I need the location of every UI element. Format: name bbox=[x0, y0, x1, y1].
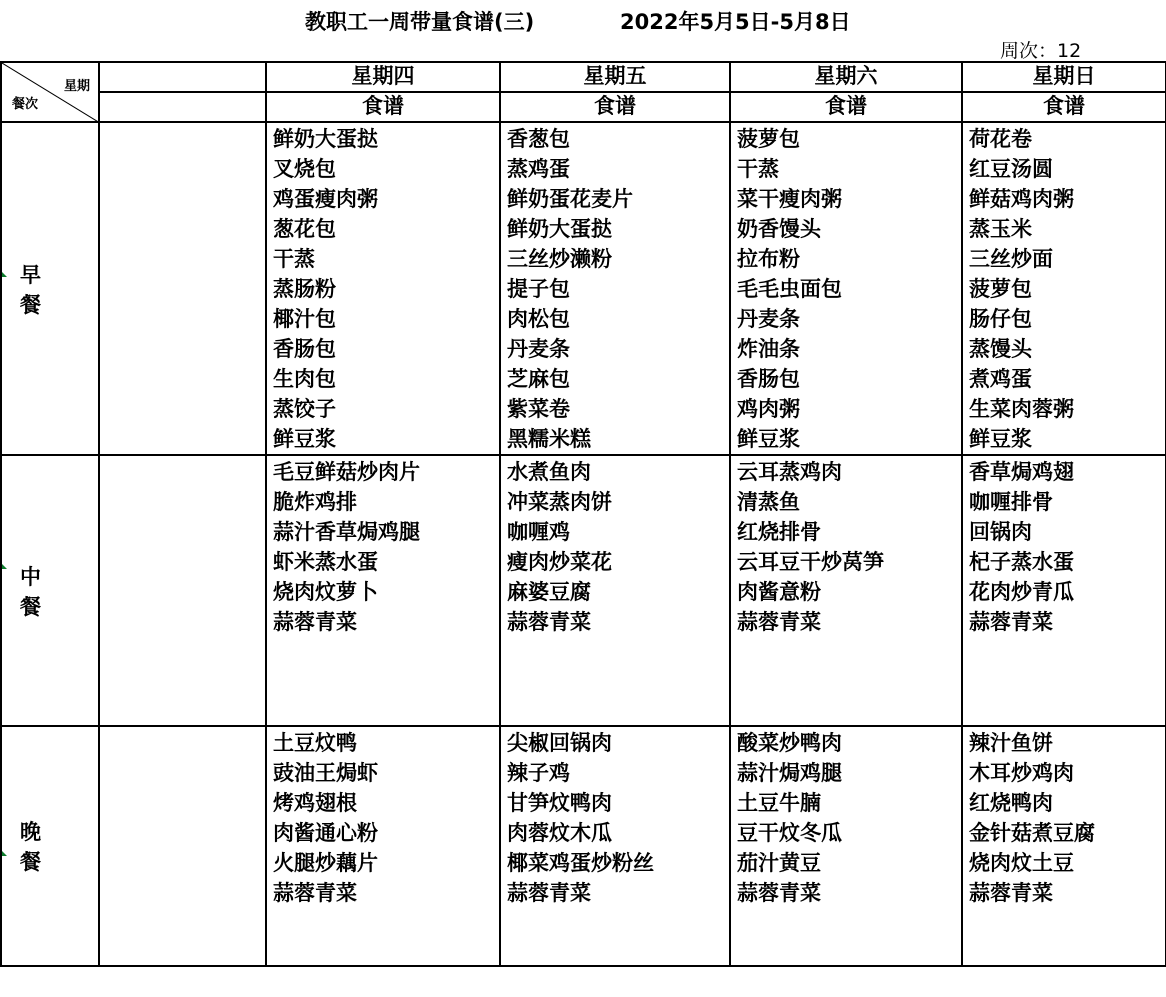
dish-item: 三丝炒面 bbox=[969, 247, 1053, 271]
meal-label-text: 早 餐 bbox=[20, 262, 55, 317]
dish-item: 肉蓉炆木瓜 bbox=[507, 821, 612, 845]
dish-item: 蒜蓉青菜 bbox=[737, 881, 821, 905]
dish-item: 烧肉炆土豆 bbox=[969, 851, 1074, 875]
dish-item: 水煮鱼肉 bbox=[507, 460, 591, 484]
dish-item: 肉酱通心粉 bbox=[273, 821, 378, 845]
dish-item: 鸡肉粥 bbox=[737, 397, 800, 421]
dish-list bbox=[500, 726, 730, 966]
dish-list bbox=[962, 455, 1166, 726]
dish-item: 菠萝包 bbox=[737, 127, 800, 151]
cell-comment-marker bbox=[2, 851, 7, 856]
dish-item: 香葱包 bbox=[507, 127, 570, 151]
dish-item: 鸡蛋瘦肉粥 bbox=[273, 187, 378, 211]
dish-item: 鲜奶大蛋挞 bbox=[273, 127, 378, 151]
dish-item: 尖椒回锅肉 bbox=[507, 731, 612, 755]
meal-rows bbox=[1, 122, 1166, 966]
dish-item: 蒜蓉青菜 bbox=[737, 610, 821, 634]
dish-item: 豉油王焗虾 bbox=[273, 761, 378, 785]
dish-item: 木耳炒鸡肉 bbox=[969, 761, 1074, 785]
dish-item: 炸油条 bbox=[737, 337, 800, 361]
dish-item: 红豆汤圆 bbox=[969, 157, 1053, 181]
meal-label-text: 中 餐 bbox=[20, 564, 55, 619]
dish-item: 干蒸 bbox=[273, 247, 315, 271]
dish-item: 酸菜炒鸭肉 bbox=[737, 731, 842, 755]
dish-item: 瘦肉炒菜花 bbox=[507, 550, 612, 574]
dish-item: 丹麦条 bbox=[737, 307, 800, 331]
dish-list bbox=[500, 455, 730, 726]
dish-item: 干蒸 bbox=[737, 157, 779, 181]
recipe-subheader: 食谱 bbox=[962, 92, 1166, 122]
dish-list bbox=[962, 726, 1166, 966]
recipe-subheader: 食谱 bbox=[266, 92, 500, 122]
dish-item: 蒜蓉青菜 bbox=[969, 881, 1053, 905]
meal-label bbox=[1, 455, 99, 726]
day-header: 星期六 bbox=[730, 62, 962, 92]
meal-label bbox=[1, 122, 99, 455]
dish-item: 鲜奶大蛋挞 bbox=[507, 217, 612, 241]
dish-item: 毛豆鲜菇炒肉片 bbox=[273, 460, 420, 484]
dish-item: 香草焗鸡翅 bbox=[969, 460, 1074, 484]
dish-item: 鲜豆浆 bbox=[273, 427, 336, 451]
cell-comment-marker bbox=[2, 564, 7, 569]
dish-item: 咖喱鸡 bbox=[507, 520, 570, 544]
dish-item: 蒸鸡蛋 bbox=[507, 157, 570, 181]
dish-item: 烤鸡翅根 bbox=[273, 791, 357, 815]
blank-cell bbox=[99, 122, 266, 455]
dish-item: 蒜蓉青菜 bbox=[273, 610, 357, 634]
dish-item: 鲜豆浆 bbox=[969, 427, 1032, 451]
dish-item: 蒸肠粉 bbox=[273, 277, 336, 301]
dish-item: 芝麻包 bbox=[507, 367, 570, 391]
dish-item: 奶香馒头 bbox=[737, 217, 821, 241]
dish-item: 蒜蓉青菜 bbox=[507, 881, 591, 905]
dish-list bbox=[962, 122, 1166, 455]
meal-label-text: 晚 餐 bbox=[20, 820, 55, 874]
dish-item: 肉酱意粉 bbox=[737, 580, 821, 604]
dish-item: 麻婆豆腐 bbox=[507, 580, 591, 604]
dish-item: 豆干炆冬瓜 bbox=[737, 821, 842, 845]
recipe-subheader: 食谱 bbox=[500, 92, 730, 122]
dish-item: 蒜蓉青菜 bbox=[969, 610, 1053, 634]
dish-list bbox=[730, 122, 962, 455]
dish-item: 蒜汁焗鸡腿 bbox=[737, 761, 842, 785]
corner-weekday-label: 星期 bbox=[63, 79, 90, 94]
corner-header bbox=[1, 62, 99, 122]
dish-list bbox=[266, 455, 500, 726]
dish-item: 茄汁黄豆 bbox=[737, 851, 821, 875]
dish-item: 生菜肉蓉粥 bbox=[969, 397, 1074, 421]
day-header: 星期四 bbox=[266, 62, 500, 92]
dish-item: 甘笋炆鸭肉 bbox=[507, 791, 612, 815]
dish-item: 葱花包 bbox=[273, 217, 336, 241]
breakfast-row bbox=[1, 122, 1166, 455]
blank-subheader bbox=[99, 92, 266, 122]
week-number: 周次：12 bbox=[1000, 40, 1082, 62]
dish-item: 脆炸鸡排 bbox=[273, 490, 357, 514]
dish-item: 蒸馒头 bbox=[969, 337, 1032, 361]
day-header: 星期五 bbox=[500, 62, 730, 92]
dish-item: 红烧鸭肉 bbox=[969, 791, 1053, 815]
dish-item: 土豆炆鸭 bbox=[273, 731, 357, 755]
menu-table bbox=[0, 61, 1166, 967]
dish-item: 土豆牛腩 bbox=[737, 791, 821, 815]
menu-title: 教职工一周带量食谱(三) bbox=[305, 10, 535, 34]
dish-item: 香肠包 bbox=[273, 337, 336, 361]
dish-item: 椰汁包 bbox=[273, 307, 336, 331]
dish-item: 菜干瘦肉粥 bbox=[737, 187, 842, 211]
meal-label bbox=[1, 726, 99, 966]
dish-item: 紫菜卷 bbox=[507, 397, 570, 421]
dish-item: 生肉包 bbox=[273, 367, 336, 391]
dish-list bbox=[266, 726, 500, 966]
dish-item: 云耳蒸鸡肉 bbox=[737, 460, 842, 484]
dish-item: 黑糯米糕 bbox=[507, 427, 591, 451]
dish-item: 辣子鸡 bbox=[507, 761, 570, 785]
dish-item: 叉烧包 bbox=[273, 157, 336, 181]
dish-item: 烧肉炆萝卜 bbox=[273, 580, 378, 604]
day-header: 星期日 bbox=[962, 62, 1166, 92]
recipe-subheader: 食谱 bbox=[730, 92, 962, 122]
dish-item: 虾米蒸水蛋 bbox=[273, 550, 378, 574]
dish-item: 毛毛虫面包 bbox=[737, 277, 842, 301]
dish-list bbox=[730, 455, 962, 726]
dish-item: 咖喱排骨 bbox=[969, 490, 1053, 514]
cell-comment-marker bbox=[2, 272, 7, 277]
page-title bbox=[0, 4, 1166, 34]
dish-item: 蒜蓉青菜 bbox=[273, 881, 357, 905]
dish-list bbox=[500, 122, 730, 455]
dish-item: 蒜蓉青菜 bbox=[507, 610, 591, 634]
dish-item: 蒸饺子 bbox=[273, 397, 336, 421]
dinner-row bbox=[1, 726, 1166, 966]
dish-item: 蒜汁香草焗鸡腿 bbox=[273, 520, 420, 544]
dish-item: 蒸玉米 bbox=[969, 217, 1032, 241]
dish-item: 云耳豆干炒莴笋 bbox=[737, 550, 884, 574]
dish-item: 花肉炒青瓜 bbox=[969, 580, 1074, 604]
dish-item: 肠仔包 bbox=[969, 307, 1032, 331]
dish-item: 荷花卷 bbox=[969, 127, 1032, 151]
dish-item: 三丝炒濑粉 bbox=[507, 247, 612, 271]
blank-cell bbox=[99, 455, 266, 726]
dish-item: 辣汁鱼饼 bbox=[969, 731, 1053, 755]
dish-item: 菠萝包 bbox=[969, 277, 1032, 301]
date-range: 2022年5月5日-5月8日 bbox=[620, 10, 851, 34]
corner-meal-label: 餐次 bbox=[12, 97, 39, 112]
dish-item: 金针菇煮豆腐 bbox=[969, 821, 1095, 845]
dish-item: 杞子蒸水蛋 bbox=[969, 550, 1074, 574]
dish-list bbox=[730, 726, 962, 966]
dish-item: 鲜菇鸡肉粥 bbox=[969, 187, 1074, 211]
dish-item: 红烧排骨 bbox=[737, 520, 821, 544]
dish-item: 香肠包 bbox=[737, 367, 800, 391]
dish-item: 火腿炒藕片 bbox=[273, 851, 378, 875]
dish-item: 鲜奶蛋花麦片 bbox=[507, 187, 633, 211]
dish-list bbox=[266, 122, 500, 455]
dish-item: 椰菜鸡蛋炒粉丝 bbox=[507, 851, 654, 875]
dish-item: 拉布粉 bbox=[737, 247, 800, 271]
blank-cell bbox=[99, 726, 266, 966]
dish-item: 提子包 bbox=[507, 277, 570, 301]
dish-item: 清蒸鱼 bbox=[737, 490, 800, 514]
dish-item: 回锅肉 bbox=[969, 520, 1032, 544]
dish-item: 煮鸡蛋 bbox=[969, 367, 1032, 391]
dish-item: 冲菜蒸肉饼 bbox=[507, 490, 612, 514]
blank-header bbox=[99, 62, 266, 92]
lunch-row bbox=[1, 455, 1166, 726]
dish-item: 肉松包 bbox=[507, 307, 570, 331]
dish-item: 鲜豆浆 bbox=[737, 427, 800, 451]
dish-item: 丹麦条 bbox=[507, 337, 570, 361]
